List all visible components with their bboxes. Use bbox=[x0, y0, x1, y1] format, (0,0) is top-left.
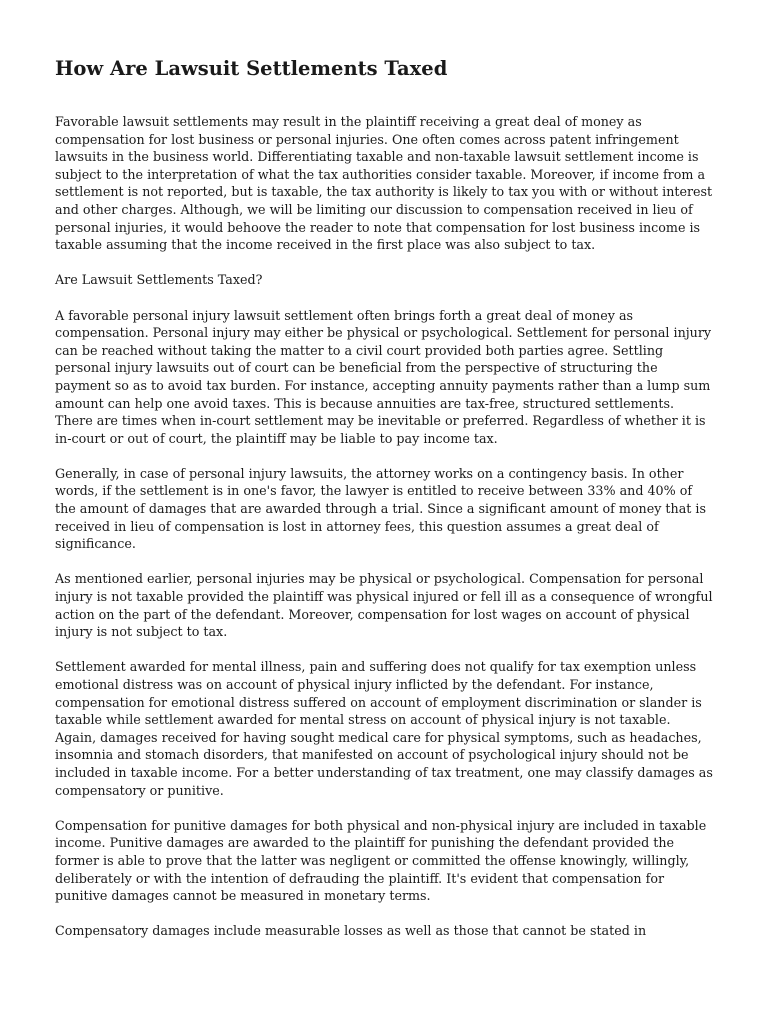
paragraph-settlement: A favorable personal injury lawsuit settlement often brings forth a great deal of money as compensation. Personal injury may either be physical or psychological. Settlement for personal injury can be reached without taking the matter to a civil court provided both parties agree. Settling personal injury lawsuits out of court can be beneficial from the perspective of structuring the payment so as to avoid tax burden. For instance, accepting annuity payments rather than a lump sum amount can help one avoid taxes. This is because annuities are tax-free, structured settlements. There are times when in-court settlement may be inevitable or preferred. Regardless of whether it is in-court or out of court, the plaintiff may be liable to pay income tax. bbox=[55, 307, 712, 446]
paragraph-punitive-damages: Compensation for punitive damages for both physical and non-physical injury are included in taxable income. Punitive damages are awarded to the plaintiff for punishing the defendant provided the former is able to prove that the latter was negligent or committed the offense knowingly, willingly, deliberately or with the intention of defrauding the plaintiff. It's evident that compensation for punitive damages cannot be measured in monetary terms. bbox=[55, 817, 707, 904]
paragraph-attorney-fees: Generally, in case of personal injury lawsuits, the attorney works on a contingency basis. In other words, if the settlement is in one's favor, the lawyer is entitled to receive between 33% and 40% of the amount of damages that are awarded through a trial. Since a significant amount of money that is received in lieu of compensation is lost in attorney fees, this question assumes a great deal of significance. bbox=[55, 465, 706, 552]
section-heading: Are Lawsuit Settlements Taxed? bbox=[55, 272, 263, 288]
paragraph-compensatory-damages: Compensatory damages include measurable losses as well as those that cannot be stated in bbox=[55, 923, 647, 939]
document-body bbox=[55, 113, 713, 958]
paragraph-mental-illness: Settlement awarded for mental illness, pain and suffering does not qualify for tax exemption unless emotional distress was on account of physical injury inflicted by the defendant. For instance, compensation for emotional distress suffered on account of employment discrimination or slander is taxable while settlement awarded for mental stress on account of physical injury is not taxable. Again, damages received for having sought medical care for physical symptoms, such as headaches, insomnia and stomach disorders, that manifested on account of psychological injury should not be included in taxable income. For a better understanding of tax treatment, one may classify damages as compensatory or punitive. bbox=[55, 659, 713, 798]
page-title: How Are Lawsuit Settlements Taxed bbox=[55, 57, 448, 80]
paragraph-physical-injury: As mentioned earlier, personal injuries may be physical or psychological. Compensation for personal injury is not taxable provided the plaintiff was physical injured or fell ill as a consequence of wrongful action on the part of the defendant. Moreover, compensation for lost wages on account of physical injury is not subject to tax. bbox=[55, 571, 713, 640]
paragraph-intro: Favorable lawsuit settlements may result in the plaintiff receiving a great deal of money as compensation for lost business or personal injuries. One often comes across patent infringement lawsuits in the business world. Differentiating taxable and non-taxable lawsuit settlement income is subject to the interpretation of what the tax authorities consider taxable. Moreover, if income from a settlement is not reported, but is taxable, the tax authority is likely to tax you with or without interest and other charges. Although, we will be limiting our discussion to compensation received in lieu of personal injuries, it would behoove the reader to note that compensation for lost business income is taxable assuming that the income received in the first place was also subject to tax. bbox=[55, 114, 713, 253]
